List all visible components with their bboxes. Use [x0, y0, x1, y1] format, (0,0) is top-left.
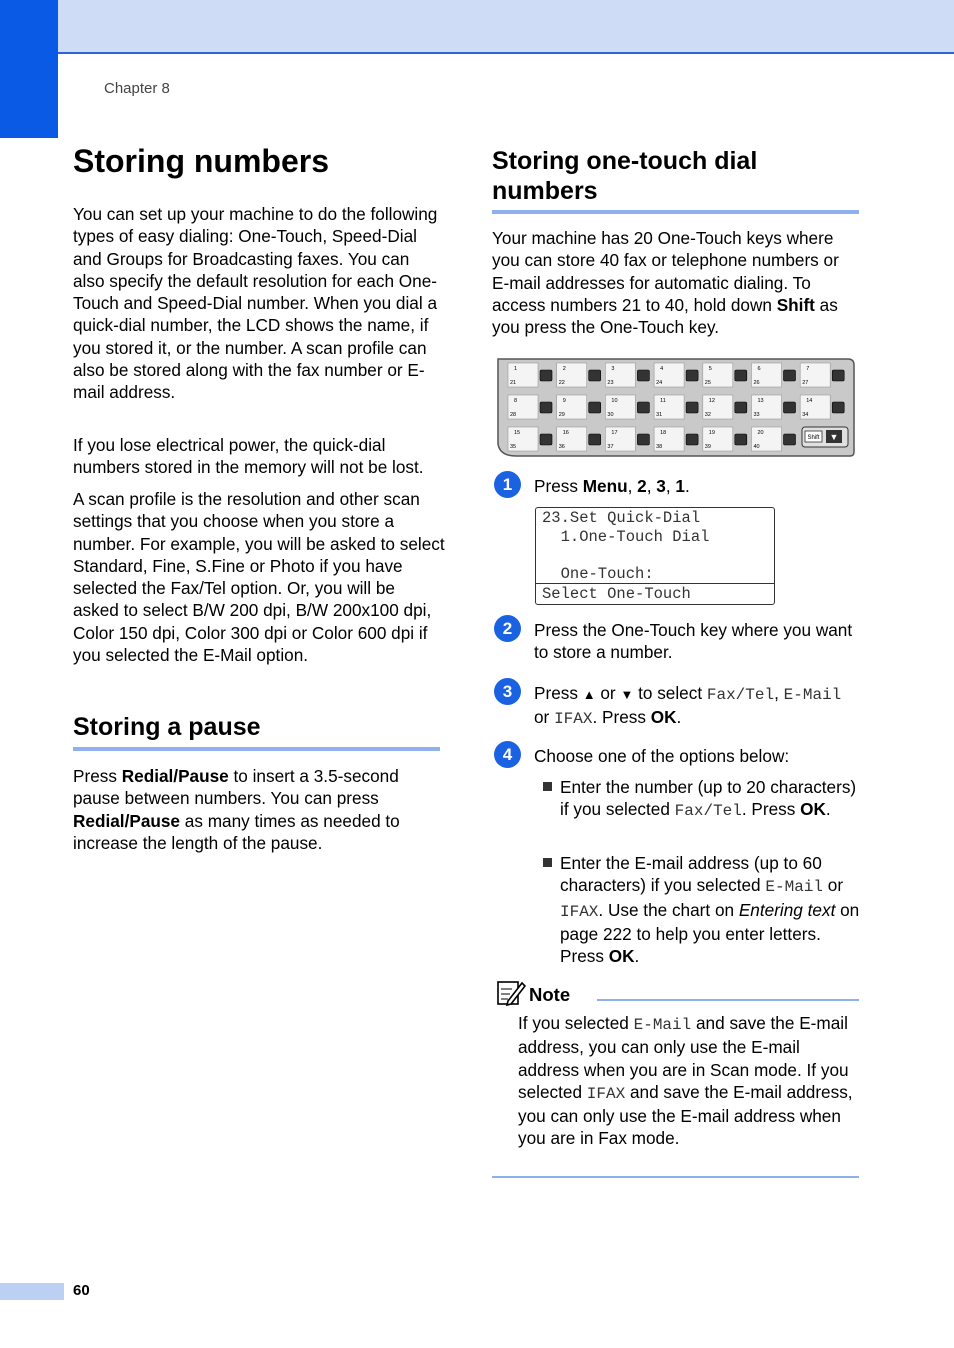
key-label-top: 16 [562, 430, 569, 436]
key-label-bottom: 26 [753, 380, 760, 386]
key-label-bottom: 35 [510, 444, 517, 450]
key-label-bottom: 30 [607, 412, 614, 418]
one-touch-button [686, 370, 698, 381]
one-touch-button [637, 370, 649, 381]
key-label-bottom: 33 [753, 412, 760, 418]
one-touch-button [832, 402, 844, 413]
section-rule [73, 747, 440, 751]
step-2-text: Press the One-Touch key where you want to store a number. [534, 620, 853, 663]
key-label-top: 8 [514, 398, 518, 404]
bullet-icon [543, 782, 552, 791]
step-1-badge: 1 [494, 471, 521, 498]
key-label-top: 13 [757, 398, 764, 404]
key-label-bottom: 31 [656, 412, 663, 418]
key-label-top: 5 [708, 366, 712, 372]
bullet-icon [543, 858, 552, 867]
one-touch-intro: Your machine has 20 One-Touch keys where you can store 40 fax or telephone numbers or E-mail addresses for automatic dialing. To access numbers 21 to 40, hold down Shift as you press the One-Touch key. [492, 228, 839, 338]
option-number-text: Enter the number (up to 20 characters) if you selected Fax/Tel. Press OK. [560, 777, 857, 821]
key-label-top: 9 [562, 398, 566, 404]
key-label-bottom: 38 [656, 444, 663, 450]
one-touch-button [735, 370, 747, 381]
one-touch-button [540, 370, 552, 381]
note-label: Note [529, 984, 571, 1005]
key-label-bottom: 22 [558, 380, 565, 386]
key-label-top: 10 [611, 398, 618, 404]
header-band [0, 0, 954, 54]
section-title-storing-pause: Storing a pause [73, 713, 261, 741]
key-label-bottom: 21 [510, 380, 517, 386]
shift-key-group [802, 427, 848, 447]
key-label-top: 4 [660, 366, 664, 372]
key-label-top: 7 [806, 366, 810, 372]
key-label-bottom: 34 [802, 412, 809, 418]
step-4-text: Choose one of the options below: [534, 746, 790, 766]
intro-paragraph: You can set up your machine to do the following types of easy dialing: One-Touch, Speed-Dial and Groups for Broadcasting faxes. You can also specify the default resolution for each One-Touch and Speed-Dial number. When you dial a quick-dial number, the LCD shows the name, if you stored it, or the number. A scan profile can also be stored along with the fax number or E-mail address. [73, 204, 438, 403]
key-label-bottom: 29 [558, 412, 565, 418]
key-label-bottom: 36 [558, 444, 565, 450]
shift-arrow-icon: ▼ [829, 432, 839, 442]
step-1-text: Press Menu, 2, 3, 1. [534, 476, 690, 496]
page-number: 60 [73, 1282, 90, 1299]
key-label-top: 6 [757, 366, 761, 372]
chapter-tab [0, 0, 58, 138]
one-touch-button [784, 370, 796, 381]
lcd-line-2: 1.One-Touch Dial [542, 528, 710, 546]
one-touch-button [784, 402, 796, 413]
key-label-top: 18 [660, 430, 667, 436]
key-label-top: 1 [514, 366, 518, 372]
one-touch-button [735, 402, 747, 413]
key-label-top: 19 [708, 430, 715, 436]
key-label-bottom: 40 [753, 444, 760, 450]
one-touch-button [589, 434, 601, 445]
section-title-one-touch: Storing one-touch dial numbers [492, 147, 758, 205]
key-label-top: 20 [757, 430, 764, 436]
pause-paragraph: Press Redial/Pause to insert a 3.5-second pause between numbers. You can press Redial/Pause as many times as needed to increase the length of the pause. [73, 766, 400, 853]
key-label-bottom: 23 [607, 380, 614, 386]
lcd-display [535, 507, 775, 605]
key-label-bottom: 37 [607, 444, 614, 450]
key-label-bottom: 39 [704, 444, 711, 450]
lcd-line-4: Select One-Touch [542, 585, 691, 603]
key-label-bottom: 28 [510, 412, 517, 418]
key-label-top: 3 [611, 366, 615, 372]
one-touch-button [589, 370, 601, 381]
key-label-bottom: 25 [704, 380, 711, 386]
note-pencil-icon [496, 979, 526, 1007]
key-label-bottom: 24 [656, 380, 663, 386]
scan-profile-paragraph: A scan profile is the resolution and other scan settings that you choose when you store a number. For example, you will be asked to select Standard, Fine, S.Fine or Photo if you have selected the Fax/Tel option. Or, you will be asked to select B/W 200 dpi, B/W 200x100 dpi, Color 150 dpi, Color 300 dpi or Color 600 dpi if you selected the E-Mail option. [73, 489, 445, 666]
step-4-badge: 4 [494, 741, 521, 768]
step-3-badge: 3 [494, 678, 521, 705]
key-label-top: 17 [611, 430, 618, 436]
key-label-top: 12 [708, 398, 715, 404]
one-touch-button [832, 370, 844, 381]
one-touch-button [784, 434, 796, 445]
section-title-storing-numbers: Storing numbers [73, 143, 330, 179]
one-touch-button [735, 434, 747, 445]
one-touch-button [686, 402, 698, 413]
note-rule [597, 999, 859, 1001]
one-touch-panel-illustration [496, 356, 856, 458]
section-rule [492, 210, 859, 214]
note-text: If you selected E-Mail and save the E-mail address, you can only use the E-mail address when you are in Scan mode. If you selected IFAX and save the E-mail address, you can only use the E-mail address when you are in Fax mode. [518, 1013, 853, 1149]
lcd-divider [536, 583, 774, 584]
step-3-text: Press ▲ or ▼ to select Fax/Tel, E-Mail or IFAX. Press OK. [534, 683, 842, 729]
step-2-badge: 2 [494, 615, 521, 642]
key-label-top: 15 [514, 430, 521, 436]
one-touch-button [637, 434, 649, 445]
key-label-top: 14 [806, 398, 813, 404]
chapter-label: Chapter 8 [104, 80, 170, 97]
note-bottom-rule [492, 1176, 859, 1178]
one-touch-button [540, 402, 552, 413]
page-number-bar [0, 1283, 64, 1300]
one-touch-button [686, 434, 698, 445]
shift-label: Shift [807, 435, 820, 441]
option-email-text: Enter the E-mail address (up to 60 characters) if you selected E-Mail or IFAX. Use the chart on Entering text on page 222 to help you enter letters. Press OK. [560, 853, 860, 967]
one-touch-button [589, 402, 601, 413]
key-label-top: 2 [562, 366, 566, 372]
key-label-bottom: 32 [704, 412, 711, 418]
key-label-top: 11 [660, 398, 666, 404]
down-arrow-icon: ▼ [620, 687, 634, 702]
key-label-bottom: 27 [802, 380, 809, 386]
power-paragraph: If you lose electrical power, the quick-dial numbers stored in the memory will not be lost. [73, 435, 424, 478]
lcd-line-1: 23.Set Quick-Dial [542, 509, 701, 527]
up-arrow-icon: ▲ [582, 687, 596, 702]
lcd-line-3: One-Touch: [542, 565, 654, 583]
one-touch-button [540, 434, 552, 445]
one-touch-button [637, 402, 649, 413]
